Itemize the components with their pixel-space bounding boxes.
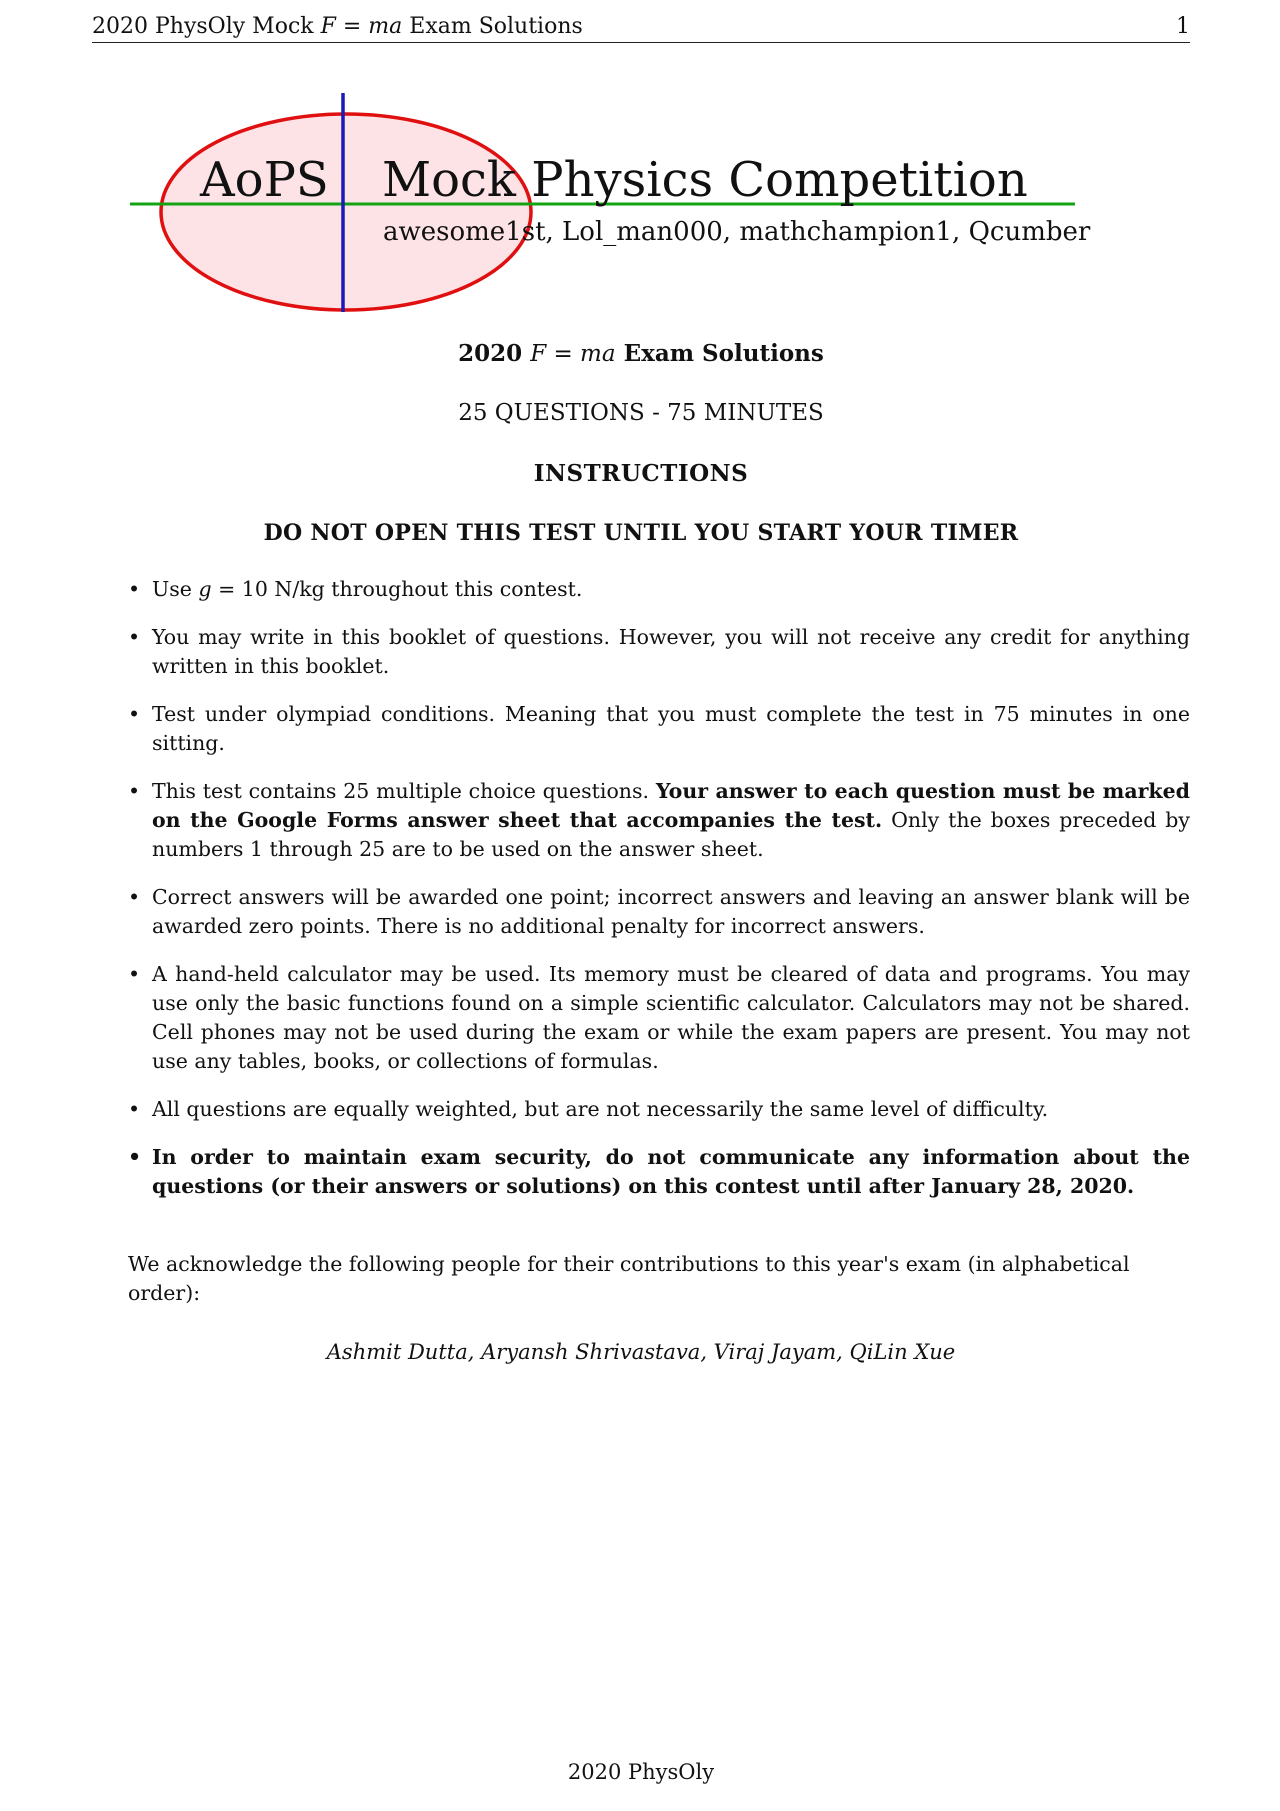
rule-booklet: • You may write in this booklet of questions. However, you will not receive any credit for anything written in this booklet. xyxy=(128,623,1190,681)
rule-answer-sheet xyxy=(128,777,1190,864)
contributors-list: Ashmit Dutta, Aryansh Shrivastava, Viraj Jayam, QiLin Xue xyxy=(326,1340,956,1364)
rule-scoring: • Correct answers will be awarded one point; incorrect answers and leaving an answer blank will be awarded zero points. There is no additional penalty for incorrect answers. xyxy=(128,883,1190,941)
logo-competition-name: Mock Physics Competition xyxy=(382,152,1028,208)
rule-gravity-suffix: = 10 N/kg throughout this contest. xyxy=(211,577,583,601)
rule-answer-suffix: Only the boxes preceded by numbers 1 through 25 are to be used on the answer sheet. xyxy=(152,808,1190,861)
logo-ellipse xyxy=(161,114,531,310)
rule-calculator: • A hand-held calculator may be used. Its memory must be cleared of data and programs. You may use only the basic functions found on a simple scientific calculator. Calculators may not be shared. Cell phones may not be used during the exam or while the exam papers are present. You may not use any tables, books, or collections of formulas. xyxy=(128,960,1190,1076)
title-suffix: Exam Solutions xyxy=(615,340,824,367)
rule-answer-prefix: This test contains 25 multiple choice questions. xyxy=(152,779,656,803)
header-suffix: Exam Solutions xyxy=(402,14,583,39)
page-number: 1 xyxy=(1176,14,1190,39)
rule-answer-bold: Your answer to each question must be marked on the Google Forms answer sheet that accompanies the test. xyxy=(152,779,1191,832)
logo-org: AoPS xyxy=(200,152,329,208)
instructions-heading: INSTRUCTIONS xyxy=(533,460,749,487)
timer-warning: DO NOT OPEN THIS TEST UNTIL YOU START YOUR TIMER xyxy=(263,520,1019,546)
competition-logo xyxy=(0,0,1280,340)
rule-security: • In order to maintain exam security, do not communicate any information about the questions (or their answers or solutions) on this contest until after January 28, 2020. xyxy=(128,1143,1190,1201)
rule-gravity-var: g xyxy=(198,577,212,601)
title-formula: F = ma xyxy=(530,341,616,367)
page-title xyxy=(92,340,1190,367)
question-count-line: 25 QUESTIONS - 75 MINUTES xyxy=(458,400,824,426)
rule-weighting: • All questions are equally weighted, but are not necessarily the same level of difficulty. xyxy=(128,1095,1190,1124)
rule-gravity xyxy=(128,575,1190,604)
page-footer: 2020 PhysOly xyxy=(567,1760,715,1784)
header-prefix: 2020 PhysOly Mock xyxy=(92,14,321,39)
title-prefix: 2020 xyxy=(458,340,531,367)
header-formula: F = ma xyxy=(320,14,403,39)
acknowledgement: We acknowledge the following people for their contributions to this year's exam (in alphabetical order): xyxy=(128,1252,1130,1305)
rule-gravity-prefix: Use xyxy=(152,577,199,601)
instructions-list xyxy=(128,575,1190,1220)
logo-authors: awesome1st, Lol_man000, mathchampion1, Qcumber xyxy=(383,217,1091,247)
rule-conditions: • Test under olympiad conditions. Meaning that you must complete the test in 75 minutes in one sitting. xyxy=(128,700,1190,758)
